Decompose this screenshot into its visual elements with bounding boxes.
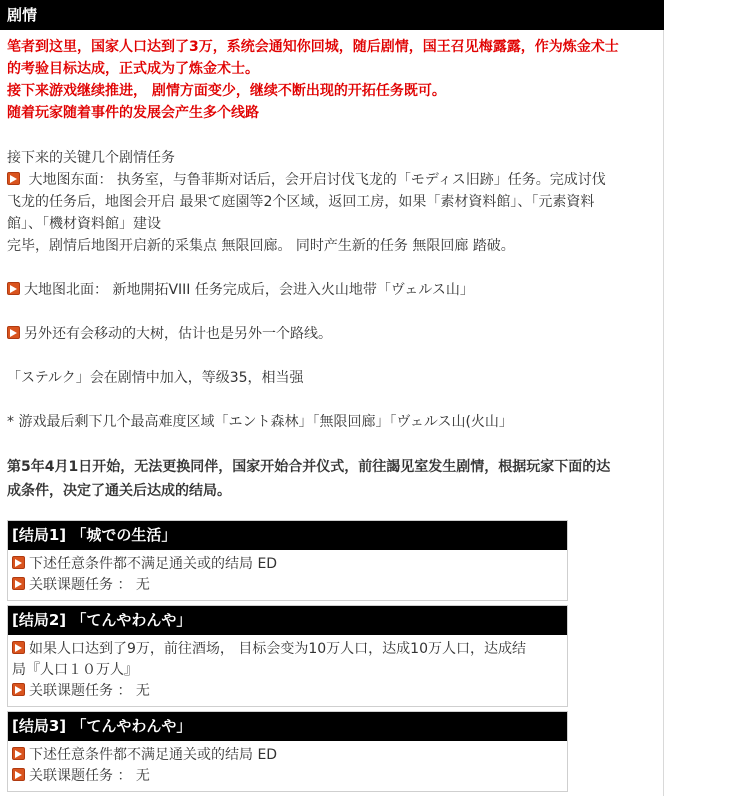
ending-body: [8, 635, 567, 706]
ending-condition: 下述任意条件都不满足通关或的结局 ED: [12, 554, 563, 575]
bold-line: 第5年4月1日开始，无法更换同伴，国家开始合并仪式，前往謁见室发生剧情，根据玩家下面的达: [7, 459, 611, 475]
hardest-areas-line: * 游戏最后剩下几个最高难度区域「エント森林」「無限回廊」「ヴェルス山(火山」: [7, 414, 513, 430]
ending-title: [结局3] 「てんやわんや」: [8, 712, 567, 741]
moving-tree-line: 另外还有会移动的大树，估计也是另外一个路线。: [7, 323, 657, 345]
ending-title: [结局1] 「城での生活」: [8, 521, 567, 550]
east-task-line: 完毕，剧情后地图开启新的采集点 無限回廊。 同时产生新的任务 無限回廊 踏破。: [7, 238, 515, 254]
intro-line: 随着玩家随着事件的发展会产生多个线路: [7, 105, 259, 121]
bold-line: 成条件，决定了通关后达成的结局。: [7, 483, 231, 499]
arrow-bullet-icon: [7, 326, 20, 339]
ending-box-1: [7, 520, 568, 601]
section-title: 剧情: [0, 0, 664, 30]
key-tasks-heading: 接下来的关键几个剧情任务: [7, 150, 175, 166]
arrow-bullet-icon: [7, 172, 20, 185]
ending-related: 关联课题任务 ： 无: [12, 681, 563, 702]
intro-line: 笔者到这里，国家人口达到了3万，系统会通知你回城，随后剧情，国王召见梅露露，作为炼金术士: [7, 39, 619, 55]
north-task-line: 大地图北面： 新地開拓VIII 任务完成后，会进入火山地带「ヴェルス山」: [7, 279, 657, 301]
arrow-bullet-icon: [12, 577, 25, 590]
arrow-bullet-icon: [12, 747, 25, 760]
ending-box-2: [7, 605, 568, 707]
east-task-line: 館」、「機材資料館」建设: [7, 216, 161, 232]
arrow-bullet-icon: [12, 556, 25, 569]
ending-box-3: [7, 711, 568, 792]
arrow-bullet-icon: [12, 768, 25, 781]
intro-highlight: [7, 36, 663, 124]
sterk-line: 「ステルク」会在剧情中加入，等级35，相当强: [7, 370, 304, 386]
ending-conditions-intro: [7, 455, 657, 503]
east-task-line: 大地图东面： 执务室，与鲁菲斯对话后，会开启讨伐飞龙的「モディス旧跡」任务。完成讨伐: [7, 169, 657, 191]
ending-related: 关联课题任务 ： 无: [12, 766, 563, 787]
arrow-bullet-icon: [7, 282, 20, 295]
ending-body: [8, 741, 567, 791]
ending-condition: 局『人口１０万人』: [12, 662, 138, 678]
intro-line: 接下来游戏继续推进， 剧情方面变少，继续不断出现的开拓任务既可。: [7, 83, 446, 99]
ending-condition: 如果人口达到了9万，前往酒场， 目标会变为10万人口，达成10万人口，达成结: [12, 639, 563, 660]
ending-related: 关联课题任务 ： 无: [12, 575, 563, 596]
ending-condition: 下述任意条件都不满足通关或的结局 ED: [12, 745, 563, 766]
intro-line: 的考验目标达成，正式成为了炼金术士。: [7, 61, 259, 77]
arrow-bullet-icon: [12, 641, 25, 654]
ending-title: [结局2] 「てんやわんや」: [8, 606, 567, 635]
east-task-line: 飞龙的任务后，地图会开启 最果て庭園等2个区域，返回工房，如果「素材資料館」、「元素資料: [7, 194, 595, 210]
arrow-bullet-icon: [12, 683, 25, 696]
article-body: [7, 147, 657, 433]
ending-body: [8, 550, 567, 600]
